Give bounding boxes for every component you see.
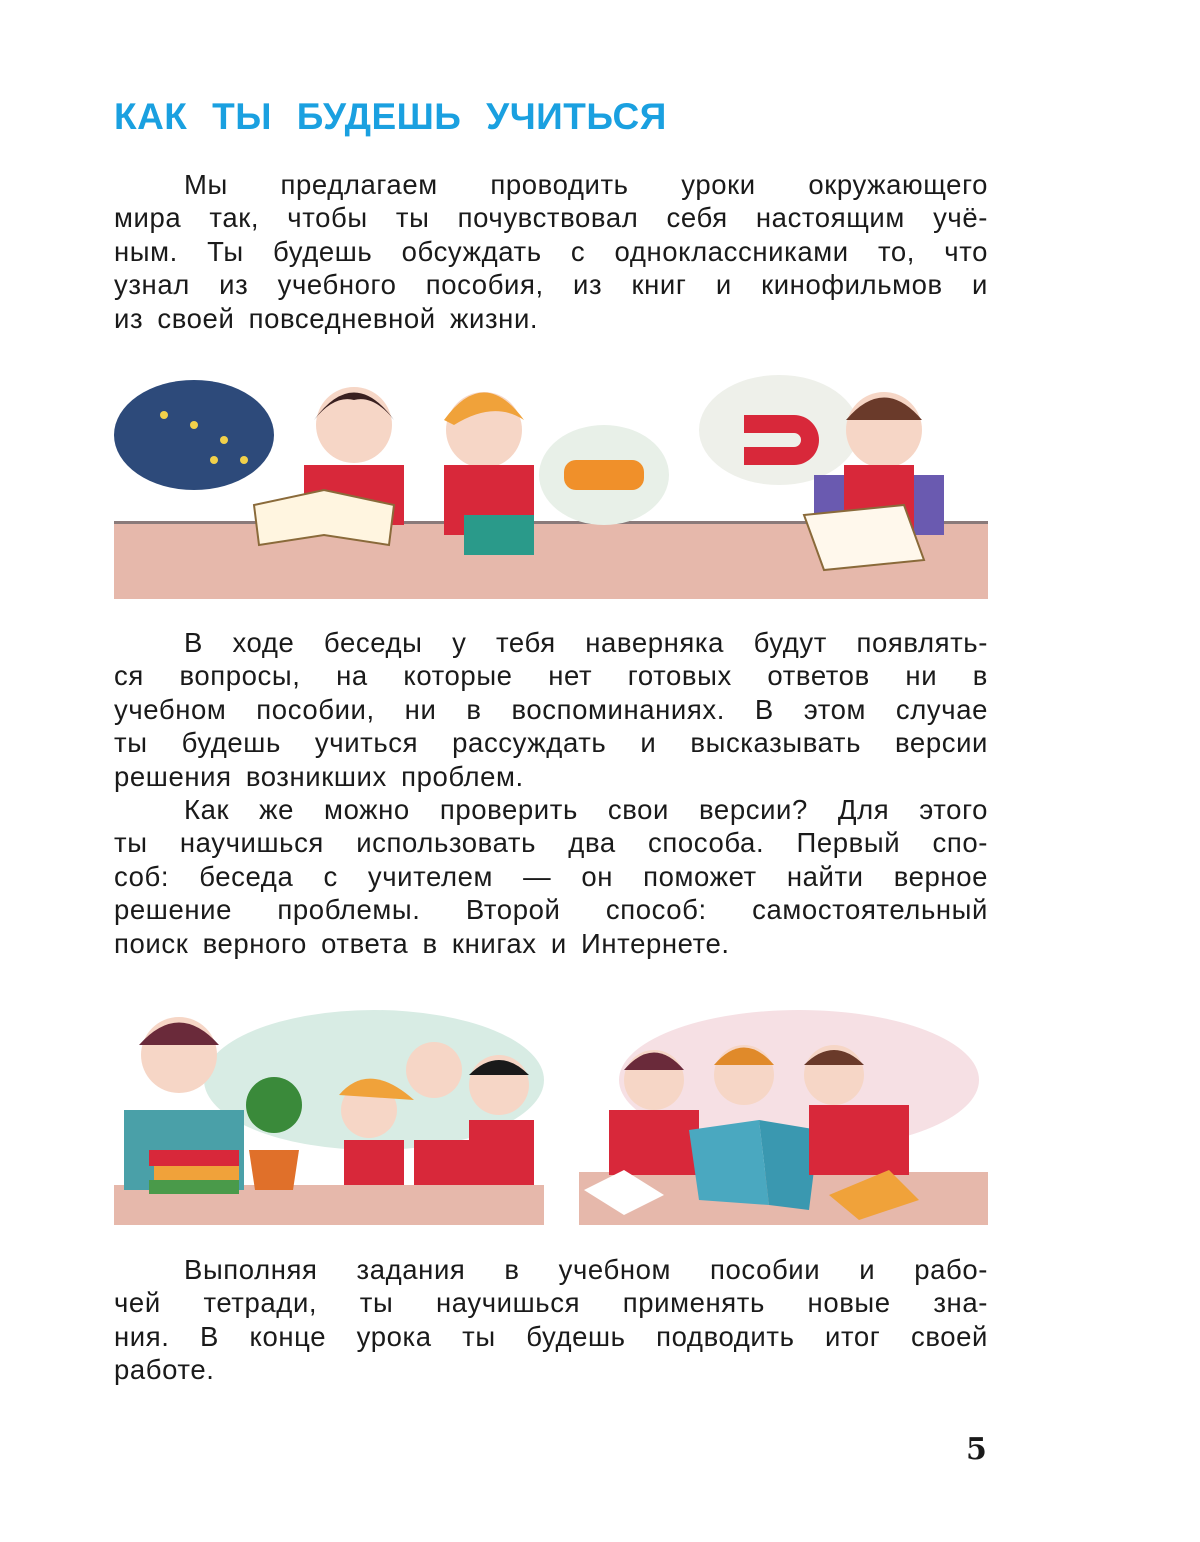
text-line: Мы предлагаем проводить уроки окружающего [184, 169, 988, 200]
page-title: КАК ТЫ БУДЕШЬ УЧИТЬСЯ [114, 96, 667, 137]
text-line: Как же можно проверить свои версии? Для этого [184, 793, 988, 825]
page-number: 5 [966, 1432, 987, 1467]
text-line: соб: беседа с учителем — он поможет найти верное [114, 860, 988, 892]
text-line: ния. В конце урока ты будешь подводить итог своей [114, 1320, 988, 1352]
text-line: ты научишься использовать два способа. Первый спо- [114, 827, 988, 859]
text-line: ты будешь учиться рассуждать и высказывать версии [114, 727, 988, 759]
paragraph-questions [114, 626, 988, 960]
illustration-teacher-and-pupils [114, 1000, 544, 1225]
text-line: решения возникших проблем. [114, 760, 524, 792]
text-line: узнал из учебного пособия, из книг и кинофильмов и [114, 269, 988, 301]
text-line: В ходе беседы у тебя наверняка будут появлять- [184, 627, 988, 658]
text-line: работе. [114, 1354, 215, 1386]
stars-thought-cloud [114, 380, 274, 490]
text-line: решение проблемы. Второй способ: самостоятельный [114, 894, 988, 926]
illustration-pupils-reading-book [579, 1000, 988, 1225]
text-line: Выполняя задания в учебном пособии и рабо- [184, 1254, 988, 1285]
paragraph-tasks [114, 1253, 988, 1387]
text-line: мира так, чтобы ты почувствовал себя настоящим учё- [114, 202, 988, 234]
text-line: учебном пособии, ни в воспоминаниях. В этом случае [114, 693, 988, 725]
text-line: чей тетради, ты научишься применять новые зна- [114, 1287, 988, 1319]
text-line: ся вопросы, на которые нет готовых ответов ни в [114, 660, 988, 692]
text-line: из своей повседневной жизни. [114, 302, 539, 334]
paragraph-intro [114, 168, 988, 335]
text-line: ным. Ты будешь обсуждать с одноклассниками то, что [114, 235, 988, 267]
illustration-children-at-desk [114, 365, 988, 599]
text-line: поиск верного ответа в книгах и Интернете. [114, 927, 730, 959]
